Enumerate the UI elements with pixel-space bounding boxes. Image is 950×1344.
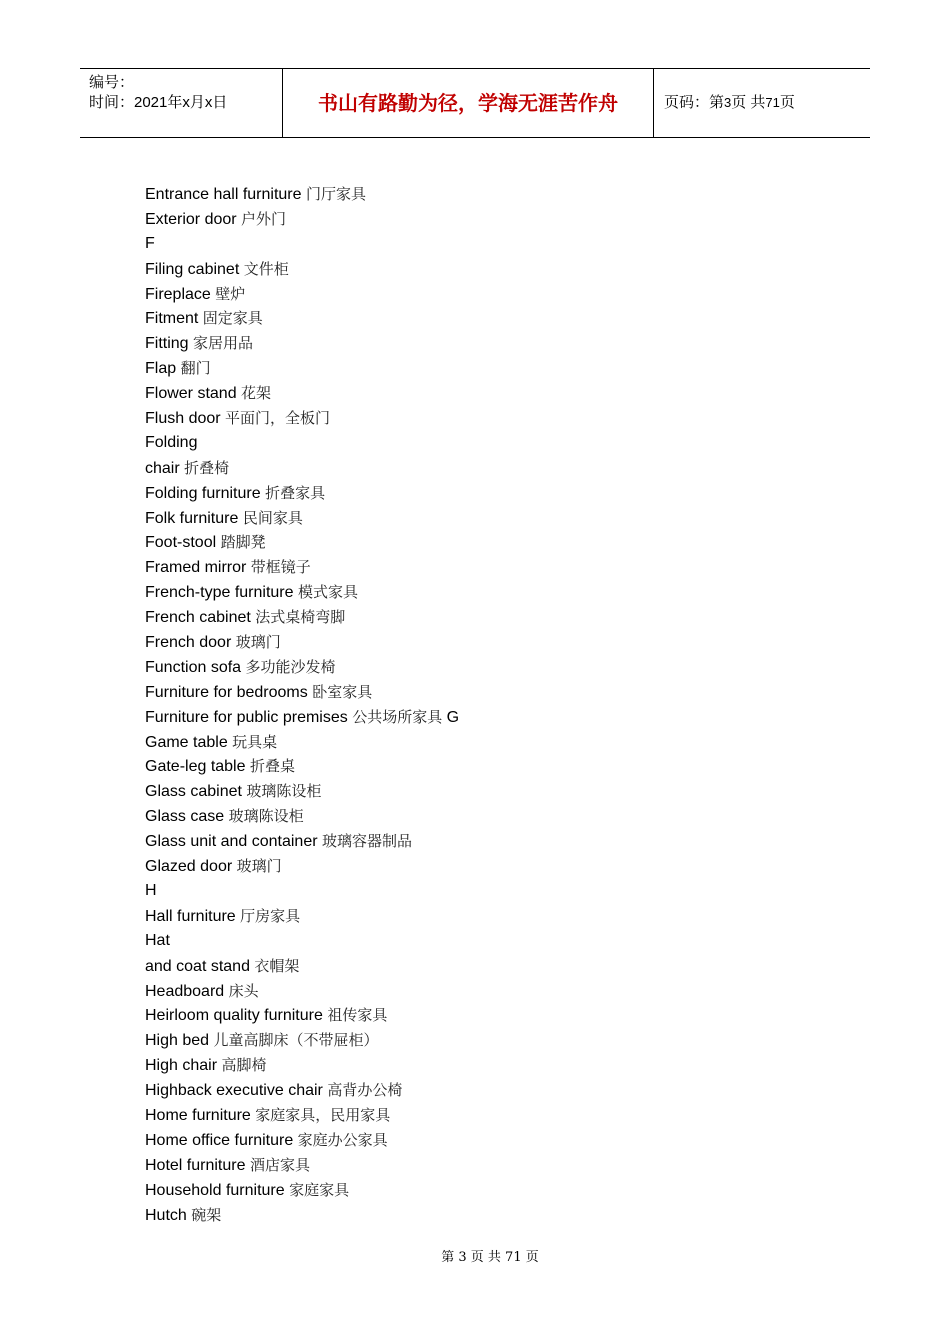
entry-chinese-term: 家庭办公家具 xyxy=(297,1130,388,1149)
entry-chinese-term: 家庭家具，民用家具 xyxy=(255,1105,391,1124)
glossary-entry xyxy=(145,1078,459,1103)
entry-chinese-term: 玻璃陈设柜 xyxy=(228,807,304,826)
glossary-entry xyxy=(145,779,459,804)
entry-english-term: Exterior door xyxy=(145,210,237,228)
glossary-entry xyxy=(145,804,459,829)
entry-chinese-term: 公共场所家具 xyxy=(352,707,443,726)
entry-chinese-term: 家庭家具 xyxy=(289,1180,350,1199)
entry-english-term: High bed xyxy=(145,1032,210,1050)
glossary-entry xyxy=(145,306,459,331)
page-header xyxy=(80,68,870,138)
entry-english-term: Gate-leg table xyxy=(145,758,246,776)
glossary-entry xyxy=(145,904,459,929)
entry-english-term: Home office furniture xyxy=(145,1131,294,1149)
entry-english-term: chair xyxy=(145,459,180,477)
glossary-entry xyxy=(145,630,459,655)
entry-english-term: Folding furniture xyxy=(145,484,261,502)
entry-english-term: Fireplace xyxy=(145,285,211,303)
glossary-entry xyxy=(145,207,459,232)
entry-english-term: Folk furniture xyxy=(145,509,239,527)
page-footer: 第 3 页 共 71 页 xyxy=(441,1250,539,1265)
entry-chinese-term: 带框镜子 xyxy=(250,558,311,577)
entry-chinese-term: 门厅家具 xyxy=(305,185,366,203)
entry-english-term: Flap xyxy=(145,360,177,378)
glossary-entry xyxy=(145,257,459,282)
page-label-suffix: 页 xyxy=(779,94,795,111)
glossary-entry xyxy=(145,1028,459,1053)
glossary-entry xyxy=(145,555,459,580)
entry-english-term: High chair xyxy=(145,1057,218,1075)
entry-english-term: Function sofa xyxy=(145,658,242,676)
entry-english-term: Entrance hall furniture xyxy=(145,186,302,203)
entry-chinese-term: 翻门 xyxy=(180,359,211,378)
entry-chinese-term: 平面门，全板门 xyxy=(225,409,331,428)
glossary-entry xyxy=(145,979,459,1004)
entry-chinese-term: 酒店家具 xyxy=(249,1155,310,1174)
glossary-entry xyxy=(145,580,459,605)
entry-english-term: Highback executive chair xyxy=(145,1082,323,1100)
entry-chinese-term: 卧室家具 xyxy=(312,682,373,701)
glossary-entry xyxy=(145,705,459,730)
entry-chinese-term: 固定家具 xyxy=(202,309,263,328)
glossary-entry xyxy=(145,182,459,207)
glossary-entry xyxy=(145,530,459,555)
entry-chinese-term: 玻璃门 xyxy=(235,633,281,652)
entry-english-term: Home furniture xyxy=(145,1106,251,1124)
entry-english-term: Flower stand xyxy=(145,385,237,403)
entry-english-term: Hall furniture xyxy=(145,907,236,925)
entry-chinese-term: 踏脚凳 xyxy=(220,533,266,552)
page-label-prefix: 页码：第 xyxy=(664,94,725,111)
entry-chinese-term: 衣帽架 xyxy=(254,956,300,975)
entry-english-term: Filing cabinet xyxy=(145,260,240,278)
glossary-entry xyxy=(145,1178,459,1203)
entry-english-term: French door xyxy=(145,634,232,652)
header-meta xyxy=(80,69,282,137)
entry-english-term: Hutch xyxy=(145,1206,187,1224)
glossary-entry xyxy=(145,481,459,506)
entry-english-term: Game table xyxy=(145,733,228,751)
entry-chinese-term: 厅房家具 xyxy=(240,906,301,925)
glossary-entry xyxy=(145,406,459,431)
glossary-entry xyxy=(145,232,459,257)
glossary-entry xyxy=(145,954,459,979)
glossary-entry xyxy=(145,680,459,705)
entry-english-term: Glass cabinet xyxy=(145,783,242,801)
glossary-entry xyxy=(145,1053,459,1078)
entry-english-term: Household furniture xyxy=(145,1181,285,1199)
entry-english-term: Furniture for public premises xyxy=(145,708,348,726)
entry-english-term: Glass unit and container xyxy=(145,833,318,851)
glossary-entry xyxy=(145,282,459,307)
entry-chinese-term: 花架 xyxy=(241,384,272,403)
glossary-entry xyxy=(145,381,459,406)
page-label-mid: 页 共 xyxy=(731,94,766,111)
glossary-entry xyxy=(145,879,459,904)
glossary-entry xyxy=(145,1128,459,1153)
entry-chinese-term: 玻璃容器制品 xyxy=(322,832,413,851)
entry-english-term: Folding xyxy=(145,433,198,451)
entry-chinese-term: 折叠椅 xyxy=(184,458,230,477)
glossary-entry xyxy=(145,356,459,381)
entry-english-term: Fitment xyxy=(145,310,199,328)
glossary-entry xyxy=(145,655,459,680)
glossary-entry xyxy=(145,730,459,755)
entry-chinese-term: 折叠桌 xyxy=(249,757,295,776)
entry-english-term: Headboard xyxy=(145,982,225,1000)
glossary-entry xyxy=(145,431,459,456)
document-number-label: 编号： xyxy=(89,74,135,91)
glossary-entry xyxy=(145,605,459,630)
entry-english-term: Hotel furniture xyxy=(145,1156,246,1174)
glossary-list xyxy=(145,182,459,1227)
entry-english-term: Framed mirror xyxy=(145,559,247,577)
page-current: 3 xyxy=(724,95,732,110)
entry-chinese-term: 家居用品 xyxy=(193,334,254,353)
entry-english-term: Heirloom quality furniture xyxy=(145,1007,323,1025)
entry-english-term: Foot-stool xyxy=(145,534,217,552)
entry-chinese-term: 床头 xyxy=(228,981,259,1000)
entry-chinese-term: 高脚椅 xyxy=(221,1056,267,1075)
entry-chinese-term: 法式桌椅弯脚 xyxy=(255,608,346,627)
section-letter: G xyxy=(446,708,460,726)
glossary-entry xyxy=(145,754,459,779)
header-motto: 书山有路勤为径，学海无涯苦作舟 xyxy=(282,69,654,137)
entry-chinese-term: 文件柜 xyxy=(243,259,289,278)
entry-english-term: Fitting xyxy=(145,335,189,353)
glossary-entry xyxy=(145,1103,459,1128)
entry-english-term: French-type furniture xyxy=(145,584,294,602)
page-total: 71 xyxy=(765,95,780,110)
glossary-entry xyxy=(145,331,459,356)
entry-chinese-term: 儿童高脚床（不带屉柜） xyxy=(213,1031,379,1050)
entry-chinese-term: 民间家具 xyxy=(242,508,303,527)
entry-chinese-term: 碗架 xyxy=(191,1205,222,1224)
entry-chinese-term: 高背办公椅 xyxy=(327,1081,403,1100)
entry-chinese-term: 多功能沙发椅 xyxy=(245,657,336,676)
entry-english-term: F xyxy=(145,234,155,252)
entry-english-term: Flush door xyxy=(145,410,221,428)
glossary-entry xyxy=(145,929,459,954)
entry-english-term: Hat xyxy=(145,931,170,949)
glossary-entry xyxy=(145,456,459,481)
entry-english-term: French cabinet xyxy=(145,609,251,627)
entry-chinese-term: 壁炉 xyxy=(215,284,246,303)
entry-english-term: H xyxy=(145,881,157,899)
entry-chinese-term: 折叠家具 xyxy=(265,483,326,502)
entry-english-term: Glass case xyxy=(145,808,225,826)
entry-chinese-term: 模式家具 xyxy=(297,583,358,602)
entry-chinese-term: 玻璃陈设柜 xyxy=(246,782,322,801)
entry-chinese-term: 户外门 xyxy=(241,209,287,228)
glossary-entry xyxy=(145,1153,459,1178)
entry-english-term: Furniture for bedrooms xyxy=(145,683,308,701)
document-date-label: 时间：2021年x月x日 xyxy=(89,94,228,111)
entry-english-term: Glazed door xyxy=(145,858,233,876)
glossary-entry xyxy=(145,1003,459,1028)
glossary-entry xyxy=(145,1203,459,1228)
glossary-entry xyxy=(145,829,459,854)
entry-chinese-term: 玩具桌 xyxy=(232,732,278,751)
entry-english-term: and coat stand xyxy=(145,957,250,975)
glossary-entry xyxy=(145,506,459,531)
entry-chinese-term: 祖传家具 xyxy=(327,1006,388,1025)
glossary-entry xyxy=(145,854,459,879)
header-page-info xyxy=(654,69,870,137)
entry-chinese-term: 玻璃门 xyxy=(236,857,282,876)
